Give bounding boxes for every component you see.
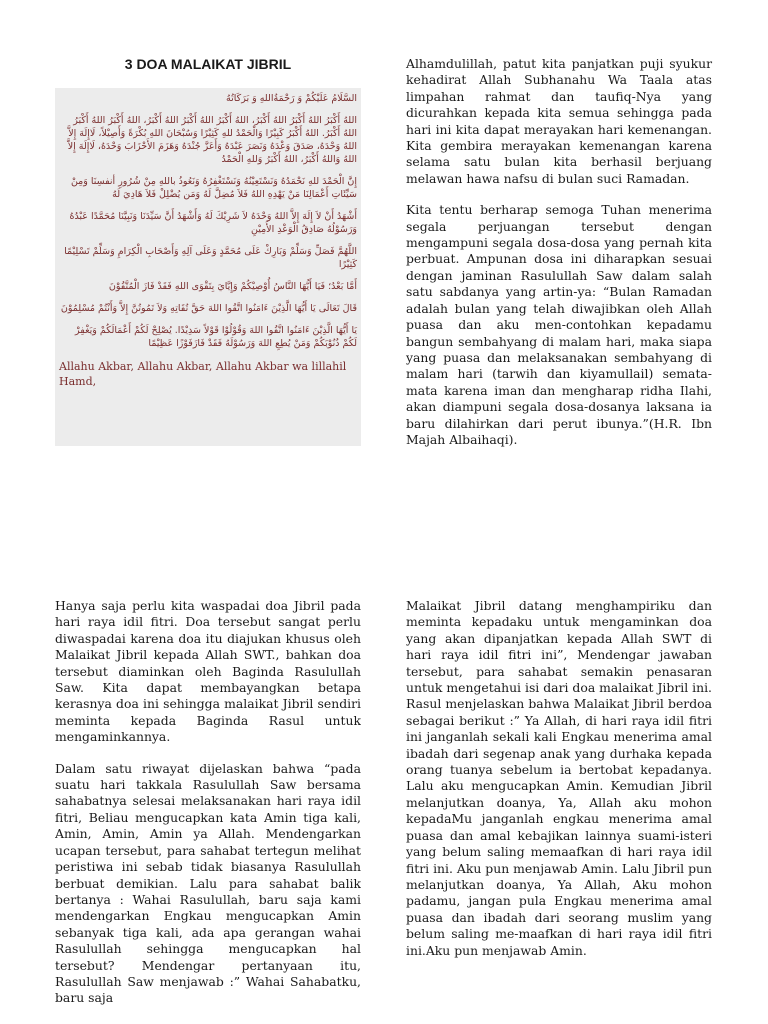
column-bottom-left [55, 598, 361, 1024]
paragraph: Alhamdulillah, patut kita panjatkan puji syukur kehadirat Allah Subhanahu Wa Taala atas limpahan rahmat dan taufiq-Nya yang dicurahkan kepada kita semua sehingga pada hari ini kita dapat merayakan hari kemenangan. Kita gembira merayakan kemenangan karena selama satu bulan kita berhasil berjuang melawan hawa nafsu di bulan suci Ramadan. [406, 56, 712, 186]
arabic-takbir: اللهُ أَكْبَرُ اللهُ أَكْبَرُ اللهُ أَكْبَرُ، اللهُ أَكْبَرُ اللهُ أَكْبَرُ اللهُ أَكْبَرُ، اللهُ أَكْبَرُ اللهُ أَكْبَرُ اللهُ أَكْبَرُ. اللهُ أَكْبَرُ كَبِيْرًا وَالْحَمْدُ للهِ كَثِيْرًا وَسُبْحَانَ اللهِ بُكْرَةً وَأَصِيْلاً، لَاإِلَهَ إِلاَّ اللهُ وَحْدَهُ، صَدَقَ وَعْدَهُ وَنَصَرَ عَبْدَهُ وَأَعَزَّ جُنْدَهُ وَهَزَمَ الأَحْزَابَ وَحْدَهُ، لَاإِلَهَ إِلاَّ اللهُ وَاللهُ أَكْبَرُ، اللهُ أَكْبَرُ وَللهِ الْحَمْدُ [67, 115, 357, 165]
arabic-shalawat: اللَّهُمَّ فَصَلِّ وَسَلِّمْ وَبَارِكْ عَلَى مُحَمَّدٍ وَعَلَى آلِهِ وَأَصْحَابِ الْكِرَامِ وَسَلِّمْ تَسْلِيْمًا كَثِيْرًا [64, 246, 357, 270]
arabic-greeting: السَّلَامُ عَلَيْكُمْ وَ رَحْمَةُاللهِ وَ بَرَكَاتُهُ [226, 93, 357, 104]
column-bottom-right [406, 598, 712, 974]
article-title: 3 DOA MALAIKAT JIBRIL [124, 56, 292, 72]
arabic-syahadat: أَشْهَدُ أَنْ لاَ إِلَهَ إِلاَّ اللهُ وَحْدَهُ لاَ شَرِيْكَ لَهُ وَأَشْهَدُ أَنَّ سَيِّدَنَا وَنَبِيَّنَا مُحَمَّدًا عَبْدُهُ وَرَسُوْلُهُ صَادِقُ الْوَعْدِ الأَمِيْنِ [69, 211, 357, 235]
arabic-hamdalah: إِنَّ الْحَمْدَ للهِ نَحْمَدُهُ وَنَسْتَعِيْنُهُ وَنَسْتَغْفِرُهُ وَنَعُوذُ باللهِ مِنْ شُرُورِ أنفسِنَا وَمِنْ سَيِّئَاتِ أَعْمَالِنَا مَنْ يَهْدِهِ اللهُ فَلاَ مُضِلَّ لَهُ وَمَن يُضْلِلْ فَلاَ هَادِيَ لَهُ [70, 176, 357, 200]
paragraph: Hanya saja perlu kita waspadai doa Jibril pada hari raya idil fitri. Doa tersebut sangat perlu diwaspadai karena doa itu diajukan khusus oleh Malaikat Jibril kepada Allah SWT., bahkan doa tersebut diaminkan oleh Baginda Rasulullah Saw. Kita dapat membayangkan betapa kerasnya doa ini sehingga malaikat Jibril sendiri meminta kepada Baginda Rasul untuk mengaminkannya. [55, 598, 361, 745]
paragraph: Dalam satu riwayat dijelaskan bahwa “pada suatu hari takkala Rasulullah Saw bersama sahabatnya selesai melaksanakan hari raya idil fitri, Beliau mengucapkan kata Amin tiga kali, Amin, Amin, Amin ya Allah. Mendengarkan ucapan tersebut, para sahabat tertegun melihat peristiwa ini sebab tidak biasanya Rasulullah berbuat demikian. Lalu para sahabat balik bertanya : Wahai Rasulullah, baru saja kami mendengarkan Engkau mengucapkan Amin sebanyak tiga kali, ada apa gerangan wahai Rasulullah sehingga mengucapkan hal tersebut? Mendengar pertanyaan itu, Rasulullah Saw menjawab :” Wahai Sahabatku, baru saja [55, 760, 361, 1006]
arabic-sermon-box [55, 88, 361, 446]
paragraph: Malaikat Jibril datang menghampiriku dan meminta kepadaku untuk mengaminkan doa yang akan dipanjatkan kepada Allah SWT di hari raya idil fitri ini”, Mendengar jawaban tersebut, para sahabat semakin penasaran untuk mengetahui isi dari doa malaikat Jibril ini. Rasul menjelaskan bahwa Malaikat Jibril berdoa sebagai berikut :” Ya Allah, di hari raya idil fitri ini janganlah sekali kali Engkau menerima amal ibadah dari segenap anak yang durhaka kepada orang tuanya sebelum ia bertobat kepadanya. Lalu aku mengucapkan Amin. Kemudian Jibril melanjutkan doanya, Ya, Allah aku mohon kepadaMu janganlah engkau menerima amal puasa dan amal kebajikan lainnya suami-isteri yang belum saling memaafkan di hari raya idil fitri ini. Aku pun menjawab Amin. Lalu Jibril pun melanjutkan doanya, Ya Allah, Aku mohon padamu, jangan pula Engkau menerima amal puasa dan ibadah dari seorang muslim yang belum saling me-maafkan di hari raya idil fitri ini.Aku pun menjawab Amin. [406, 598, 712, 958]
arabic-wasiat: أَمَّا بَعْدُ؛ فَيَا أَيُّهَا النَّاسُ أُوْصِيْكُمْ وَإِيَّايَ بِتَقْوَى اللهِ فَقَدْ فَازَ الْمُتَّقُوْنَ [108, 281, 357, 292]
arabic-quran-verse-2: يَا أَيُّهَا الَّذِيْنَ ءَامَنُوا اتَّقُوا اللهَ وَقُوْلُوْا قَوْلاً سَدِيْدًا. يُصْلِحْ لَكُمْ أَعْمَالَكُمْ وَيَغْفِرْ لَكُمْ ذُنُوْبَكُمْ وَمَنْ يُطِعِ اللهَ وَرَسُوْلَهُ فَقَدْ فَازَفَوْزًا عَظِيْمًا [75, 325, 357, 349]
column-top-right [406, 56, 712, 463]
takbir-caption: Allahu Akbar, Allahu Akbar, Allahu Akbar wa lillahil Hamd, [59, 360, 347, 388]
arabic-quran-verse-1: قَالَ تَعَالَى يَا أَيُّهَا الَّذِيْنَ ءَامَنُوا اتَّقُوا اللهَ حَقَّ تُقَاتِهِ وَلاَ تَمُوتُنَّ إِلاَّ وَأَنْتُمْ مُسْلِمُوْنَ [60, 303, 357, 314]
paragraph: Kita tentu berharap semoga Tuhan menerima segala perjuangan tersebut dengan mengampuni segala dosa-dosa yang pernah kita perbuat. Ampunan dosa ini diharapkan sesuai dengan jaminan Rasulullah Saw dalam salah satu sabdanya yang artin-ya: “Bulan Ramadan adalah bulan yang telah diwajibkan oleh Allah puasa dan aku men-contohkan kepadamu bangun sembahyang di malam hari, maka siapa yang puasa dan melaksanakan sembahyang di malam hari (tarwih dan kiyamullail) semata-mata karena iman dan mengharap ridha Ilahi, akan diampuni segala dosa-dosanya laksana ia baru dilahirkan dari perut ibunya.”(H.R. Ibn Majah Albaihaqi). [406, 202, 712, 447]
